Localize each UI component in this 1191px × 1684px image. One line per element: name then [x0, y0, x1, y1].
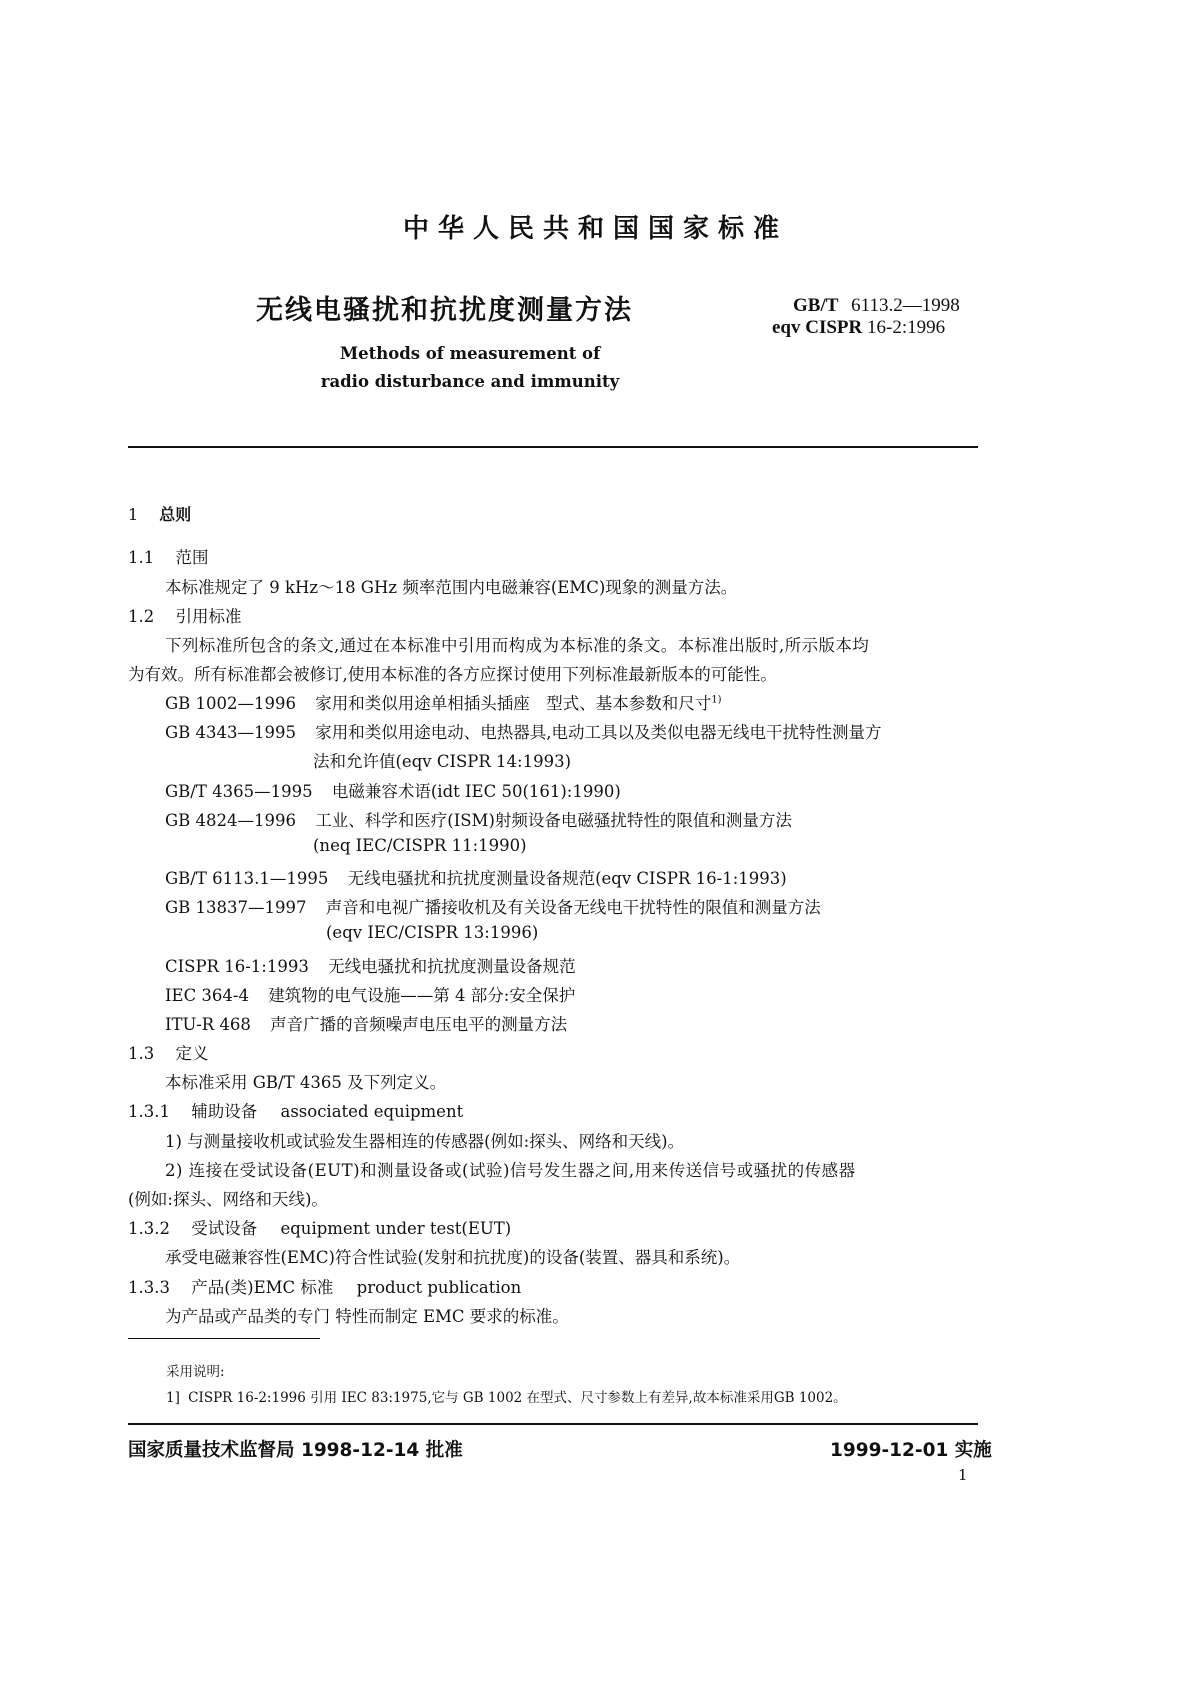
- reference-title: 无线电骚扰和抗扰度测量设备规范(eqv CISPR 16-1:1993): [347, 869, 787, 888]
- section-number: 1.3.2: [128, 1219, 170, 1238]
- section-number: 1.3.1: [128, 1102, 170, 1121]
- section-title: 引用标准: [175, 607, 242, 626]
- definition-item-2-line1: 2) 连接在受试设备(EUT)和测量设备或(试验)信号发生器之间,用来传送信号或骚扰的传感器: [165, 1161, 856, 1180]
- section-1-1-heading: [128, 544, 209, 568]
- reference-code: ITU-R 468: [165, 1015, 251, 1034]
- reference-item: [165, 982, 575, 1006]
- reference-item: [165, 778, 621, 802]
- reference-code: GB 1002—1996: [165, 694, 297, 713]
- section-title: 范围: [175, 548, 209, 567]
- definition-item-1: 1) 与测量接收机或试验发生器相连的传感器(例如:探头、网络和天线)。: [165, 1132, 685, 1151]
- reference-item: [165, 719, 882, 743]
- footnote-label: 采用说明:: [166, 1364, 225, 1380]
- reference-title: 家用和类似用途单相插头插座 型式、基本参数和尺寸: [315, 694, 712, 713]
- page-number: 1: [958, 1466, 968, 1484]
- section-title: 定义: [175, 1044, 209, 1063]
- standard-title-en-line1: Methods of measurement of: [339, 344, 601, 363]
- section-1-3-1-heading: [128, 1098, 463, 1122]
- approval-info: 国家质量技术监督局 1998-12-14 批准: [128, 1440, 463, 1461]
- reference-title: 电磁兼容术语(idt IEC 50(161):1990): [331, 782, 621, 801]
- reference-code: GB 4824—1996: [165, 811, 297, 830]
- reference-title-continued: (eqv IEC/CISPR 13:1996): [326, 923, 539, 942]
- equivalent-code-number: 16-2:1996: [867, 317, 946, 338]
- reference-code: CISPR 16-1:1993: [165, 957, 309, 976]
- reference-item: [165, 690, 722, 714]
- reference-title: 声音广播的音频噪声电压电平的测量方法: [270, 1015, 568, 1034]
- section-number: 1.3.3: [128, 1278, 170, 1297]
- footnote-divider: [128, 1338, 320, 1339]
- reference-title: 建筑物的电气设施——第 4 部分:安全保护: [268, 986, 576, 1005]
- section-1-1-text: 本标准规定了 9 kHz～18 GHz 频率范围内电磁兼容(EMC)现象的测量方法。: [165, 578, 738, 597]
- section-1-2-text-line1: 下列标准所包含的条文,通过在本标准中引用而构成为本标准的条文。本标准出版时,所示版本均: [165, 636, 870, 655]
- section-title-en: associated equipment: [280, 1102, 464, 1121]
- section-title: 辅助设备: [191, 1102, 258, 1121]
- reference-item: [165, 894, 821, 918]
- section-number: 1: [128, 505, 139, 524]
- reference-title: 家用和类似用途电动、电热器具,电动工具以及类似电器无线电干扰特性测量方: [315, 723, 882, 742]
- reference-code: IEC 364-4: [165, 986, 249, 1005]
- reference-item: [165, 865, 787, 889]
- section-1-heading: [128, 502, 191, 525]
- equivalent-code-prefix: eqv CISPR: [772, 317, 863, 338]
- section-title: 总则: [159, 505, 192, 524]
- section-1-3-2-text: 承受电磁兼容性(EMC)符合性试验(发射和抗扰度)的设备(装置、器具和系统)。: [165, 1248, 741, 1267]
- section-1-2-heading: [128, 603, 242, 627]
- reference-code: GB 13837—1997: [165, 898, 307, 917]
- reference-item: [165, 953, 576, 977]
- section-number: 1.3: [128, 1044, 155, 1063]
- reference-code: GB/T 4365—1995: [165, 782, 313, 801]
- header-divider: [128, 446, 978, 448]
- section-title-en: equipment under test(EUT): [280, 1219, 512, 1238]
- footnote-marker: 1]: [166, 1390, 180, 1406]
- effective-date: 1999-12-01 实施: [830, 1440, 992, 1461]
- section-title: 受试设备: [191, 1219, 258, 1238]
- standard-title-cn: 无线电骚扰和抗扰度测量方法: [256, 295, 633, 326]
- reference-title: 无线电骚扰和抗扰度测量设备规范: [328, 957, 576, 976]
- section-number: 1.2: [128, 607, 155, 626]
- section-1-3-heading: [128, 1040, 209, 1064]
- footnote-body: CISPR 16-2:1996 引用 IEC 83:1975,它与 GB 1002 在型式、尺寸参数上有差异,故本标准采用GB 1002。: [188, 1390, 847, 1406]
- section-1-3-2-heading: [128, 1215, 511, 1239]
- standard-code-eqv: [772, 317, 945, 339]
- standard-title-en-line2: radio disturbance and immunity: [320, 372, 620, 391]
- reference-item: [165, 1011, 567, 1035]
- footer-divider: [128, 1423, 978, 1425]
- section-title-en: product publication: [356, 1278, 522, 1297]
- definition-item-2-line2: (例如:探头、网络和天线)。: [128, 1190, 328, 1209]
- reference-code: GB/T 6113.1—1995: [165, 869, 329, 888]
- standard-code-number: 6113.2—1998: [851, 295, 960, 316]
- reference-item: [165, 807, 792, 831]
- section-1-2-text-line2: 为有效。所有标准都会被修订,使用本标准的各方应探讨使用下列标准最新版本的可能性。: [128, 665, 777, 684]
- standard-code-prefix: GB/T: [793, 295, 839, 316]
- standard-code-gbt: [793, 295, 960, 317]
- reference-title-continued: 法和允许值(eqv CISPR 14:1993): [313, 752, 572, 771]
- section-1-3-3-heading: [128, 1274, 521, 1298]
- section-number: 1.1: [128, 548, 155, 567]
- reference-title-continued: (neq IEC/CISPR 11:1990): [313, 836, 527, 855]
- footnote-text: [166, 1386, 847, 1406]
- national-standard-heading: 中华人民共和国国家标准: [402, 214, 788, 244]
- section-title: 产品(类)EMC 标准: [191, 1278, 334, 1297]
- footnote-marker: 1): [711, 694, 722, 706]
- reference-title: 声音和电视广播接收机及有关设备无线电干扰特性的限值和测量方法: [325, 898, 821, 917]
- section-1-3-3-text: 为产品或产品类的专门 特性而制定 EMC 要求的标准。: [165, 1307, 569, 1326]
- reference-title: 工业、科学和医疗(ISM)射频设备电磁骚扰特性的限值和测量方法: [315, 811, 792, 830]
- section-1-3-text: 本标准采用 GB/T 4365 及下列定义。: [165, 1073, 447, 1092]
- reference-code: GB 4343—1995: [165, 723, 297, 742]
